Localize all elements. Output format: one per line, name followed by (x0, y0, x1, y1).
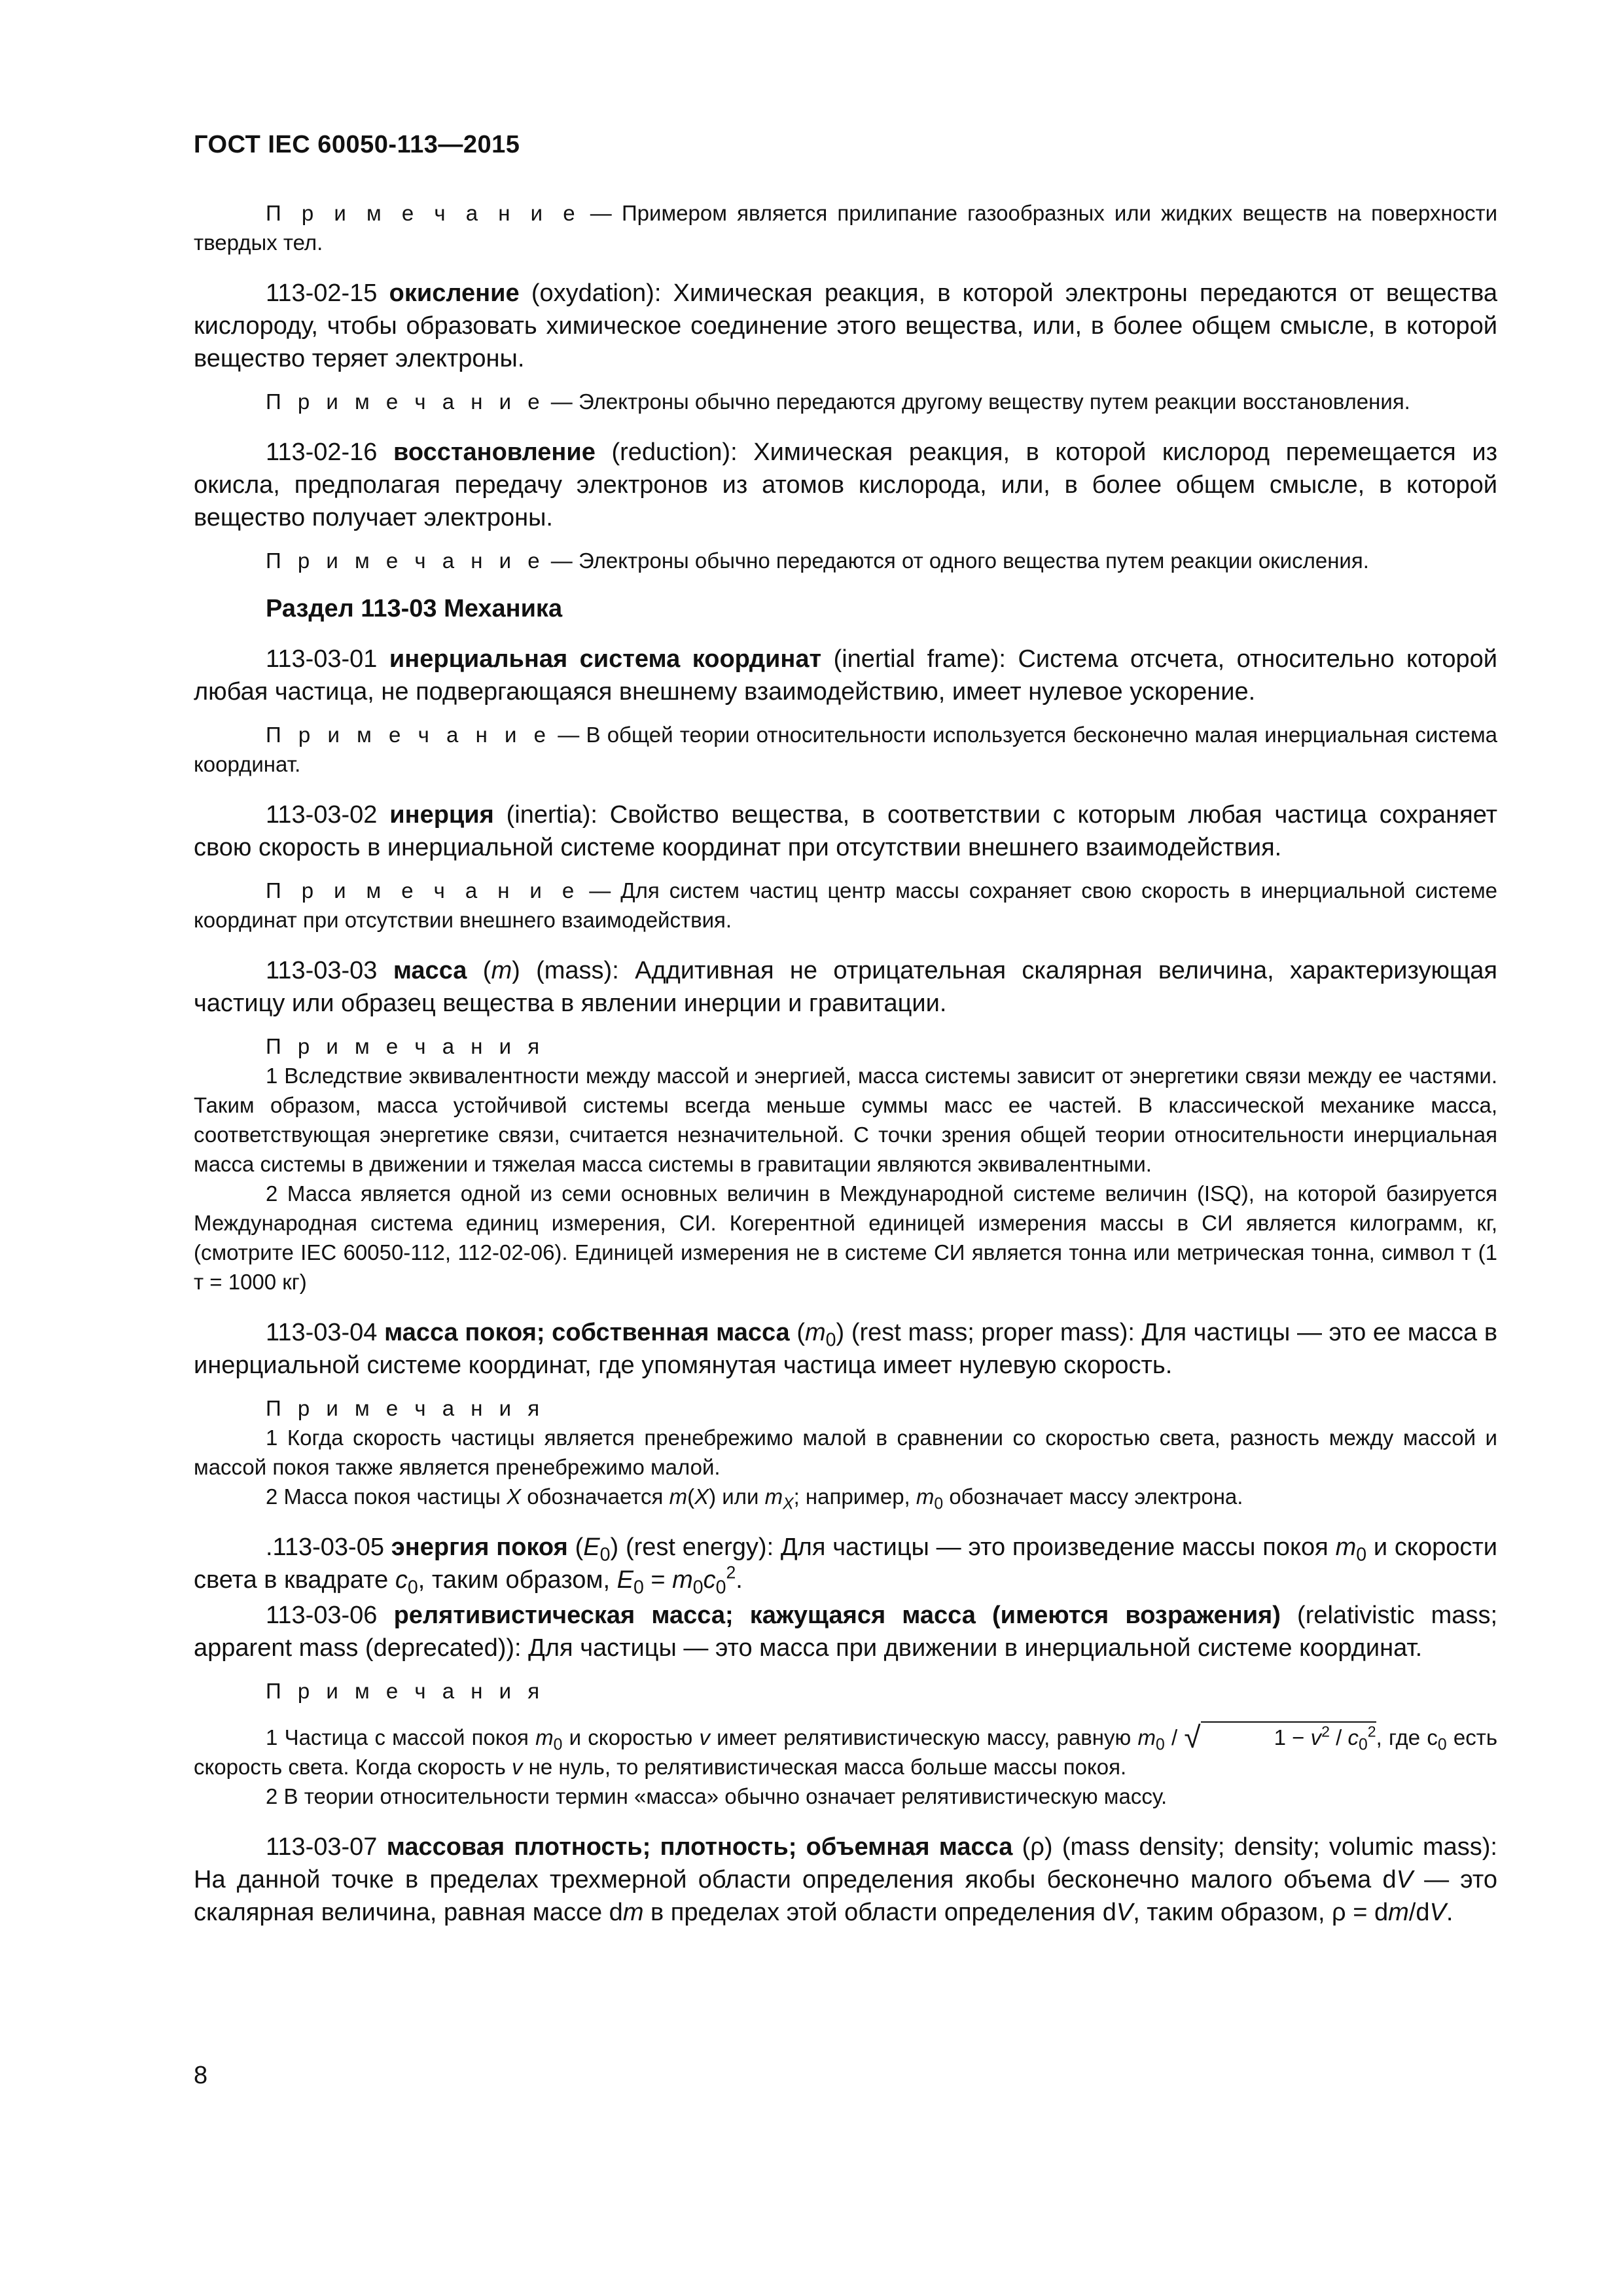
document-page (194, 131, 1497, 1941)
term-symbol: m (491, 957, 512, 984)
note-113-02-14 (194, 198, 1497, 257)
note-113-03-01 (194, 720, 1497, 779)
notes-label: П р и м е ч а н и я (266, 1034, 545, 1058)
note-label: П р и м е ч а н и е (266, 201, 580, 225)
note-113-02-16 (194, 546, 1497, 575)
note-113-02-15 (194, 387, 1497, 416)
term-number: .113-03-05 (266, 1534, 384, 1561)
term-113-03-07: 113-03-07 массовая плотность; плотность; объемная масса (ρ) (mass density; density; volumic mass): На данной точке в пределах трехмерной области определения якобы бесконечно малого объема dV — это скалярная величина, равная массе dm в пределах этой области определения dV, таким образом, ρ = dm/dV. (194, 1833, 1497, 1926)
term-definition: (reduction): Химическая реакция, в которой кислород перемещается из окисла, предполагая передачу электронов из атомов кислорода, или, в более общем смысле, в которой вещество получает электроны. (194, 439, 1497, 531)
term-number: 113-03-06 (266, 1602, 378, 1629)
note-113-03-02 (194, 876, 1497, 935)
term-definition: (inertial frame): Система отсчета, относительно которой любая частица, не подвергающаяся внешнему взаимодействию, имеет нулевое ускорение. (194, 645, 1498, 706)
term-name: релятивистическая масса; кажущаяся масса (имеются возражения) (393, 1602, 1281, 1629)
term-name: инерциальная система координат (389, 645, 822, 673)
notes-label: П р и м е ч а н и я (266, 1679, 545, 1703)
term-number: 113-03-03 (266, 957, 378, 984)
term-definition: (rest mass; proper mass): Для частицы — это ее масса в инерциальной системе координат, где упомянутая частица имеет нулевую скорость. (194, 1319, 1498, 1379)
term-name: масса (393, 957, 467, 984)
note-label: П р и м е ч а н и е (266, 723, 552, 747)
note-item: 1 Вследствие эквивалентности между массой и энергией, масса системы зависит от энергетики связи между ее частями. Таким образом, масса устойчивой системы всегда меньше суммы масс ее частей. В классической механике масса, соответствующая энергетике связи, считается незначительной. С точки зрения общей теории относительности инерциальная масса системы в движении и тяжелая масса системы в гравитации являются эквивалентными. (194, 1064, 1497, 1176)
term-name: энергия покоя (391, 1534, 568, 1561)
term-name: инерция (389, 801, 494, 829)
note-label: П р и м е ч а н и е (266, 389, 545, 414)
note-item: 2 В теории относительности термин «масса» обычно означает релятивистическую массу. (266, 1784, 1168, 1808)
note-item: 2 Масса покоя частицы X обозначается m(X) или $m_X$; например, $m_0$ обозначает массу электрона. (266, 1484, 1243, 1513)
note-text: — Примером является прилипание газообразных или жидких веществ на поверхности твердых тел. (194, 201, 1498, 255)
page-number: 8 (194, 2062, 208, 2089)
sqrt-icon: √ (1184, 1720, 1201, 1754)
term-definition: (relativistic mass; apparent mass (deprecated)): Для частицы — это масса при движении в инерциальной системе координат. (194, 1602, 1498, 1662)
note-item: 1 Частица с массой покоя $m_0$ и скоростью v имеет релятивистическую массу, равную $m_0$ / √ $1 - v^2 / c_0^2$, где $c_0$ есть скорость света. Когда скорость v не нуль, то релятивистическая масса больше массы покоя. (194, 1720, 1498, 1779)
note-label: П р и м е ч а н и е (266, 548, 545, 573)
document-header: ГОСТ IEC 60050-113—2015 (194, 131, 520, 158)
term-name: восстановление (393, 439, 596, 466)
term-113-03-06 (194, 1599, 1497, 1664)
note-text: — Для систем частиц центр массы сохраняет свою скорость в инерциальной системе координат при отсутствии внешнего взаимодействия. (194, 878, 1497, 932)
term-number: 113-02-16 (266, 439, 378, 466)
note-label: П р и м е ч а н и е (266, 878, 580, 903)
term-number: 113-02-15 (266, 279, 378, 307)
term-name: масса покоя; собственная масса (384, 1319, 790, 1346)
term-number: 113-03-04 (266, 1319, 378, 1346)
term-113-02-15 (194, 277, 1497, 375)
term-number: 113-03-07 (266, 1833, 378, 1861)
term-113-03-04: 113-03-04 масса покоя; собственная масса $(m_0)$ (rest mass; proper mass): Для частицы — это ее масса в инерциальной системе координат, где упомянутая частица имеет нулевую скорость. (194, 1319, 1498, 1379)
term-113-03-05: .113-03-05 энергия покоя $(E_0)$ (rest energy): Для частицы — это произведение массы покоя $m_0$ и скорости света в квадрате $c_0$, таким образом, $E_0 = m_0c_0^2$. (194, 1534, 1498, 1598)
term-113-03-02 (194, 798, 1497, 864)
term-113-03-03: 113-03-03 масса (m) (mass): Аддитивная не отрицательная скалярная величина, характеризующая частицу или образец вещества в явлении инерции и гравитации. (194, 957, 1497, 1017)
note-item: 2 Масса является одной из семи основных величин в Международной системе величин (ISQ), на которой базируется Международная система единиц измерения, СИ. Когерентной единицей измерения массы в СИ является килограмм, кг, (смотрите IEC 60050-112, 112-02-06). Единицей измерения не в системе СИ является тонна или метрическая тонна, символ т (1 т = 1000 кг) (194, 1181, 1497, 1294)
term-113-02-16 (194, 436, 1497, 534)
note-item: 1 Когда скорость частицы является пренебрежимо малой в сравнении со скоростью света, разность между массой и массой покоя также является пренебрежимо малой. (194, 1426, 1497, 1479)
term-name: окисление (389, 279, 520, 307)
term-definition: (oxydation): Химическая реакция, в которой электроны передаются от вещества кислороду, чтобы образовать химическое соединение этого вещества, или, в более общем смысле, в которой вещество теряет электроны. (194, 279, 1497, 372)
term-number: 113-03-02 (266, 801, 378, 829)
section-heading: Раздел 113-03 Механика (266, 595, 563, 622)
notes-label: П р и м е ч а н и я (266, 1396, 545, 1420)
note-text: — Электроны обычно передаются от одного вещества путем реакции окисления. (550, 548, 1369, 573)
term-number: 113-03-01 (266, 645, 378, 673)
term-113-03-01 (194, 643, 1497, 708)
term-definition: (inertia): Свойство вещества, в соответствии с которым любая частица сохраняет свою скорость в инерциальной системе координат при отсутствии внешнего взаимодействия. (194, 801, 1497, 861)
term-name: массовая плотность; плотность; объемная масса (386, 1833, 1013, 1861)
term-definition: (mass): Аддитивная не отрицательная скалярная величина, характеризующая частицу или образец вещества в явлении инерции и гравитации. (194, 957, 1497, 1017)
note-text: — В общей теории относительности используется бесконечно малая инерциальная система координат. (194, 723, 1497, 776)
note-text: — Электроны обычно передаются другому веществу путем реакции восстановления. (550, 389, 1410, 414)
